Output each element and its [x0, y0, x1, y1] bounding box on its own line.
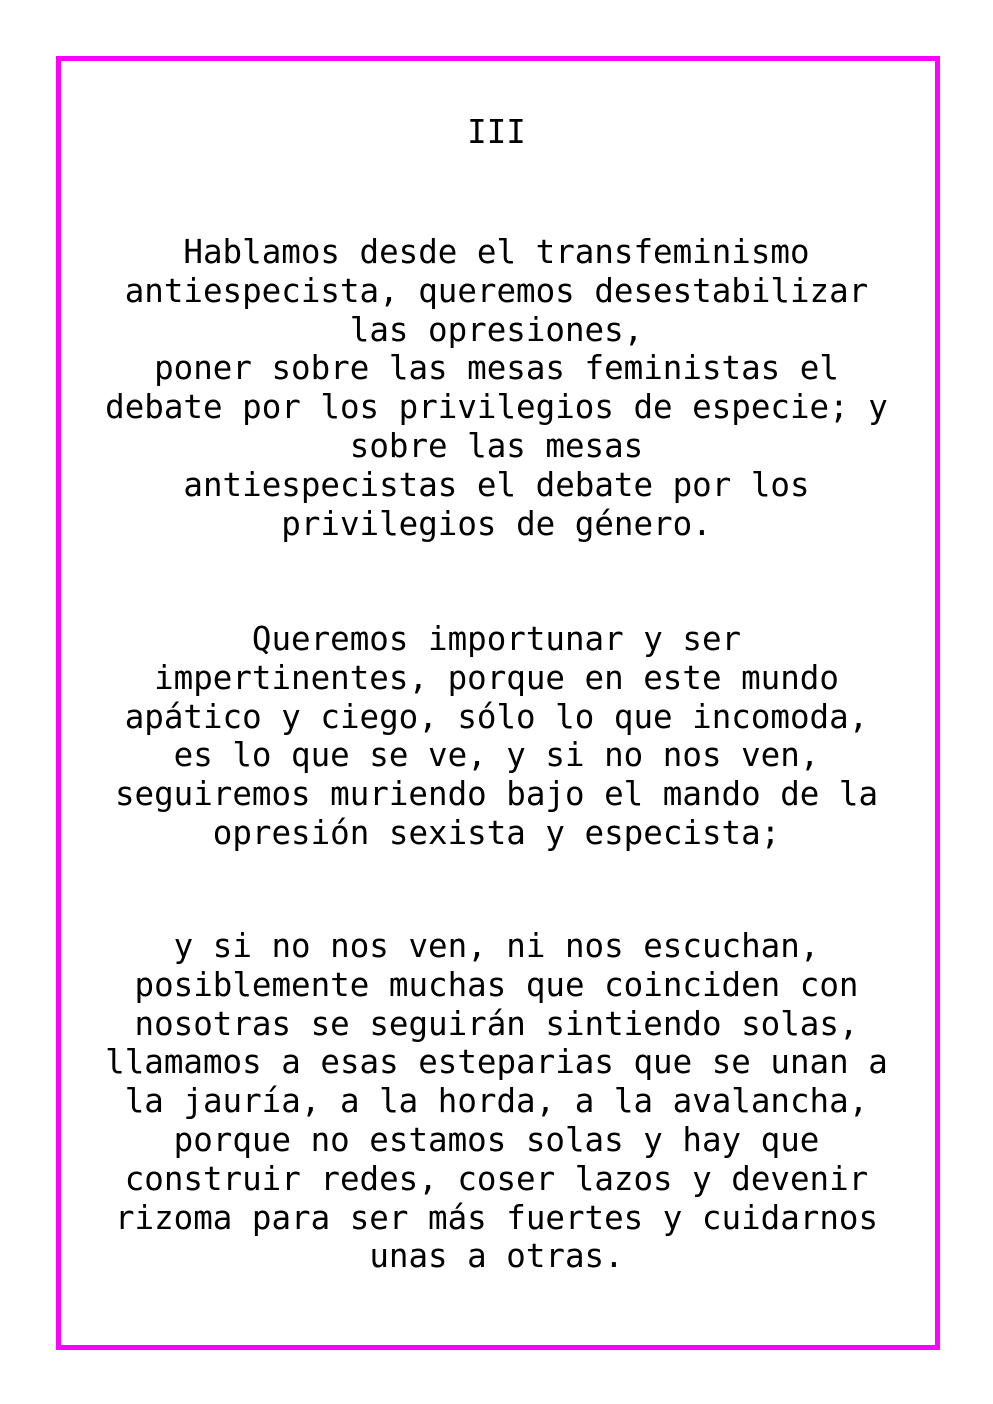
paragraph-line: antiespecistas el debate por los [183, 465, 810, 504]
paragraph-line: nosotras se seguirán sintiendo solas, [134, 1004, 859, 1043]
paragraph-line: llamamos a esas esteparias que se unan a [105, 1043, 888, 1082]
paragraph-line: las opresiones, [349, 310, 644, 349]
paragraph-3 [0, 927, 993, 1276]
paragraph-line: privilegios de género. [281, 504, 712, 543]
paragraph-line: posiblemente muchas que coinciden con [134, 965, 859, 1004]
paragraph-line: apático y ciego, sólo lo que incomoda, [124, 697, 869, 736]
paragraph-line: la jauría, a la horda, a la avalancha, [124, 1082, 869, 1121]
paragraph-line: opresión sexista y especista; [212, 813, 781, 852]
paragraph-line: poner sobre las mesas feministas el [154, 349, 839, 388]
paragraph-line: sobre las mesas [349, 426, 644, 465]
paragraph-line: antiespecista, queremos desestabilizar [124, 271, 869, 310]
paragraph-line: seguiremos muriendo bajo el mando de la [114, 775, 879, 814]
paragraph-line: construir redes, coser lazos y devenir [124, 1159, 869, 1198]
paragraph-line: porque no estamos solas y hay que [173, 1120, 820, 1159]
paragraph-line: es lo que se ve, y si no nos ven, [173, 736, 820, 775]
paragraph-2 [0, 620, 993, 853]
paragraph-line: y si no nos ven, ni nos escuchan, [173, 927, 820, 965]
paragraph-line: impertinentes, porque en este mundo [154, 658, 839, 697]
paragraph-1 [0, 233, 993, 543]
paragraph-line: rizoma para ser más fuertes y cuidarnos [114, 1198, 879, 1237]
paragraph-line: Hablamos desde el transfeminismo [183, 233, 810, 271]
paragraph-line: Queremos importunar y ser [251, 620, 742, 658]
paragraph-line: debate por los privilegios de especie; y [105, 388, 888, 427]
paragraph-line: unas a otras. [369, 1237, 624, 1276]
section-title: III [467, 113, 526, 151]
